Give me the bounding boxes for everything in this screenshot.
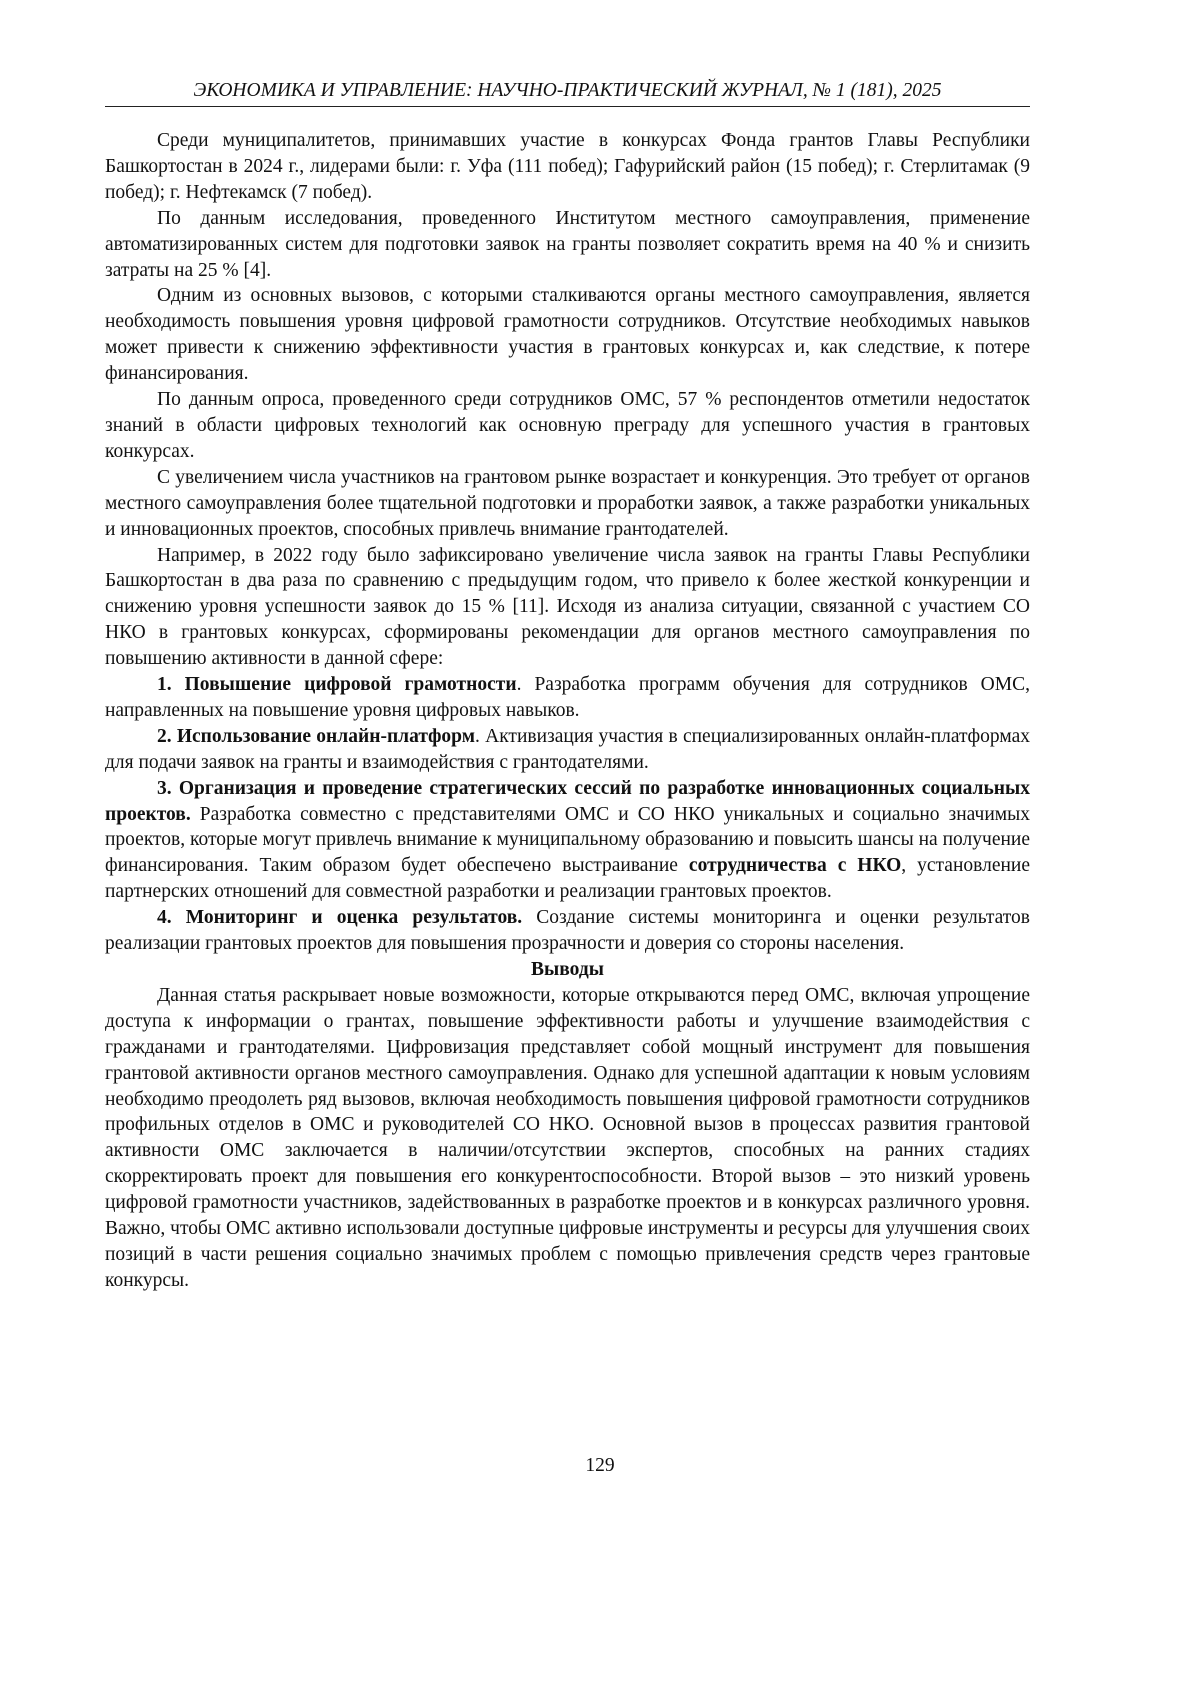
article-body [105, 128, 1030, 1294]
item-text: . Разработка программ обучения для сотрудников ОМС, направленных на повышение уровня цифровых навыков. [105, 674, 1030, 721]
item-title: 1. Повышение цифровой грамотности [157, 674, 517, 696]
item-title: 2. Использование онлайн-платформ [157, 725, 476, 747]
item-emphasis: сотрудничества с НКО [688, 855, 902, 877]
paragraph: Данная статья раскрывает новые возможности, которые открываются перед ОМС, включая упрощение доступа к информации о грантах, повышение эффективности работы и улучшение взаимодействия с гражданами и грантодателями. Цифровизация представляет собой мощный инструмент для повышения грантовой активности органов местного самоуправления. Однако для успешной адаптации к новым условиям необходимо преодолеть ряд вызовов, включая необходимость повышения цифровой грамотности сотрудников профильных отделов в ОМС и руководителей СО НКО. Основной вызов в процессах развития грантовой активности ОМС заключается в наличии/отсутствии экспертов, способных на ранних стадиях скорректировать проект для повышения его конкурентоспособности. Второй вызов – это низкий уровень цифровой грамотности участников, задействованных в разработке проектов и в конкурсах различного уровня. Важно, чтобы ОМС активно использовали доступные цифровые инструменты и ресурсы для улучшения своих позиций в части решения социально значимых проблем с помощью привлечения средств через грантовые конкурсы. [105, 984, 1030, 1291]
recommendation-item [105, 776, 1030, 906]
paragraph: Одним из основных вызовов, с которыми сталкиваются органы местного самоуправления, является необходимость повышения уровня цифровой грамотности сотрудников. Отсутствие необходимых навыков может привести к снижению эффективности участия в грантовых конкурсах и, как следствие, к потере финансирования. [105, 285, 1030, 385]
running-header: ЭКОНОМИКА И УПРАВЛЕНИЕ: НАУЧНО-ПРАКТИЧЕСКИЙ ЖУРНАЛ, № 1 (181), 2025 [193, 80, 942, 101]
section-heading-conclusions: Выводы [531, 959, 604, 980]
item-text: Разработка совместно с представителями ОМС и СО НКО уникальных и социально значимых проектов, которые могут привлечь внимание к муниципальному образованию и повысить шансы на получение финансирования. Таким образом будет обеспечено выстраивание [105, 803, 1030, 877]
header-rule [105, 106, 1030, 107]
recommendation-item [105, 905, 1030, 957]
paragraph: По данным исследования, проведенного Институтом местного самоуправления, применение автоматизированных систем для подготовки заявок на гранты позволяет сократить время на 40 % и снизить затраты на 25 % [4]. [105, 207, 1030, 281]
item-text: . Активизация участия в специализированных онлайн-платформах для подачи заявок на гранты и взаимодействия с грантодателями. [105, 725, 1030, 773]
recommendation-item [105, 724, 1030, 776]
recommendation-item [105, 672, 1030, 724]
page-number: 129 [585, 1455, 615, 1476]
item-title: 3. Организация и проведение стратегических сессий по разработке инновационных социальных проектов. [105, 777, 1030, 825]
paragraph: С увеличением числа участников на грантовом рынке возрастает и конкуренция. Это требует от органов местного самоуправления более тщательной подготовки и проработки заявок, а также разработки уникальных и инновационных проектов, способных привлечь внимание грантодателей. [105, 466, 1030, 540]
paragraph: Например, в 2022 году было зафиксировано увеличение числа заявок на гранты Главы Республики Башкортостан в два раза по сравнению с предыдущим годом, что привело к более жесткой конкуренции и снижению уровня успешности заявок до 15 % [11]. Исходя из анализа ситуации, связанной с участием СО НКО в грантовых конкурсах, сформированы рекомендации для органов местного самоуправления по повышению активности в данной сфере: [105, 544, 1030, 670]
paragraph: По данным опроса, проведенного среди сотрудников ОМС, 57 % респондентов отметили недостаток знаний в области цифровых технологий как основную преграду для успешного участия в грантовых конкурсах. [105, 389, 1030, 462]
item-text: Создание системы мониторинга и оценки результатов реализации грантовых проектов для повышения прозрачности и доверия со стороны населения. [105, 907, 1030, 955]
item-title: 4. Мониторинг и оценка результатов. [157, 907, 523, 929]
item-text: , установление партнерских отношений для совместной разработки и реализации грантовых проектов. [105, 855, 1030, 903]
paragraph: Среди муниципалитетов, принимавших участие в конкурсах Фонда грантов Главы Республики Башкортостан в 2024 г., лидерами были: г. Уфа (111 побед); Гафурийский район (15 побед); г. Стерлитамак (9 побед); г. Нефтекамск (7 побед). [105, 130, 1030, 203]
